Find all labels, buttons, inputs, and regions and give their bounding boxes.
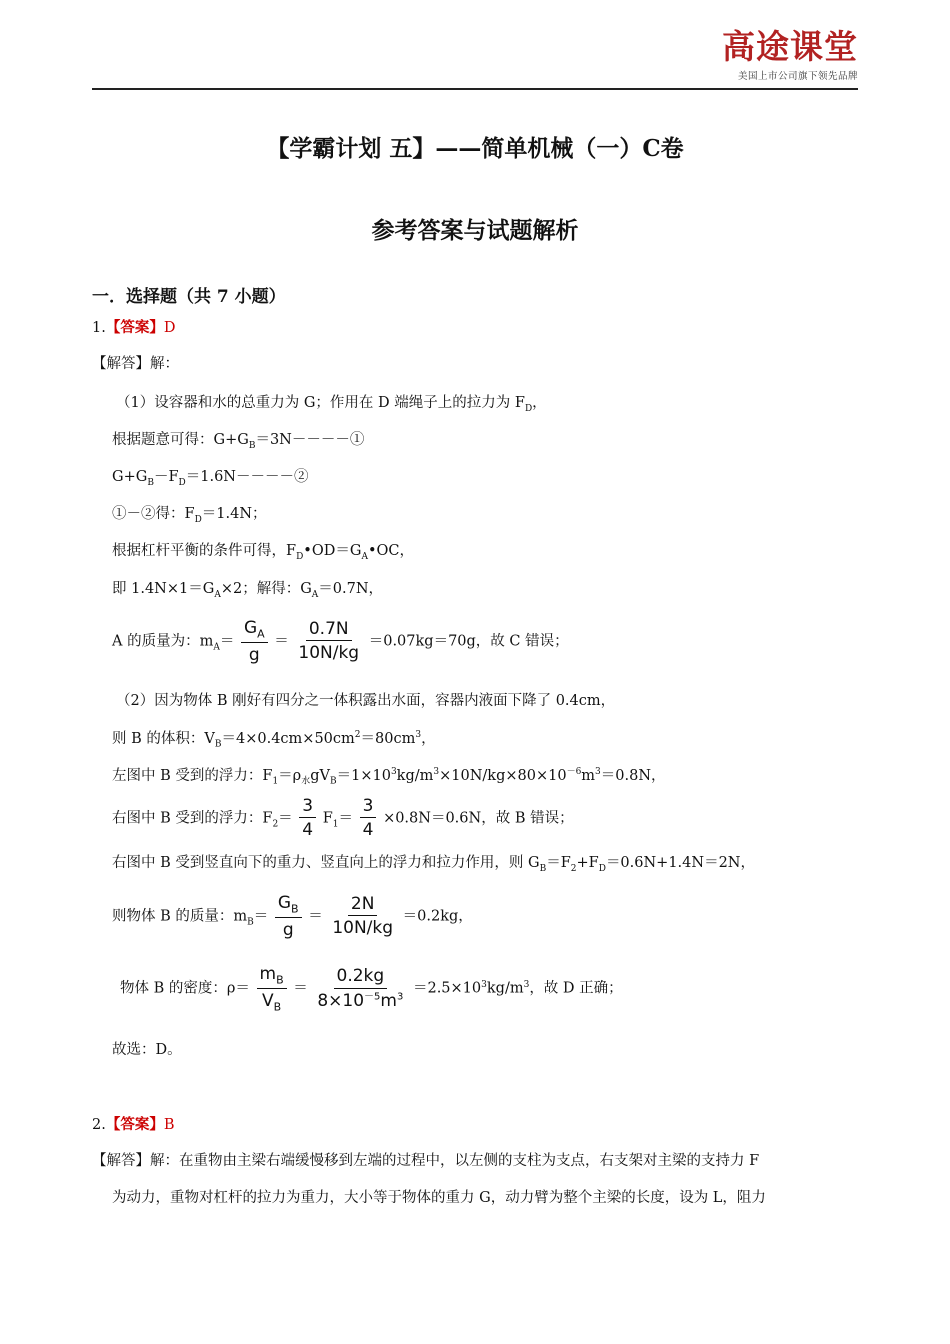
fraction-ga-over-g: $\frac{G_A}{g}$ <box>241 618 268 665</box>
q2-line-2: 为动力，重物对杠杆的拉力为重力，大小等于物体的重力 G，动力臂为整个主梁的长度，设为 L，阻力 <box>112 1190 766 1206</box>
q2-line-1: 【解答】解：在重物由主梁右端缓慢移到左端的过程中，以左侧的支柱为支点，右支架对主梁的支持力 F <box>92 1153 760 1169</box>
q1-answer <box>92 319 175 337</box>
brand-logo <box>722 27 858 82</box>
q1-line-5: 根据杠杆平衡的条件可得，$F_D•OD=G_A•OC$， <box>112 543 414 562</box>
fraction-mb-over-vb: $\frac{m_B}{V_B}$ <box>257 964 287 1013</box>
q1-jieda: 【解答】解： <box>92 356 179 372</box>
fraction-gb-over-g: $\frac{G_B}{g}$ <box>275 893 302 940</box>
page-subtitle: 参考答案与试题解析 <box>371 217 579 244</box>
fraction-07n-over-10nkg: $\frac{0.7N}{10N/kg}$ <box>298 619 360 664</box>
fraction-2n-over-10nkg: $\frac{2N}{10N/kg}$ <box>332 894 394 939</box>
q1-line-6: 即 $1.4N\times 1=G_A\times 2$；解得：$G_A=0.7N$， <box>112 581 384 600</box>
q1-answer-value: D <box>163 320 176 336</box>
q1-line-10: 左图中 B 受到的浮力：$F_1=\rho_水gV_B=1\times 10^3kg/m^3\times 10N/kg\times 80\times 10^{-6}m^3=0.8N$， <box>112 767 666 787</box>
q2-answer <box>92 1116 175 1134</box>
page-title: 【学霸计划 五】——简单机械（一）C卷 <box>266 135 684 162</box>
q2-answer-value: B <box>163 1117 175 1133</box>
q2-number: 2. <box>92 1117 106 1133</box>
q1-line-8: （2）因为物体 B 刚好有四分之一体积露出水面，容器内液面下降了 0.4cm， <box>116 693 616 709</box>
q1-line-13: 则物体 B 的质量：$m_B=$ $\frac{G_B}{g}$ ＝ $\frac{2N}{10N/kg}$ ＝0.2kg， <box>112 893 473 940</box>
q1-line-4: ①－②得：$F_D=1.4N$； <box>112 506 267 525</box>
q2-answer-label: 【答案】 <box>105 1116 164 1133</box>
fraction-3-over-4-b: $\frac{3}{4}$ <box>360 796 377 841</box>
logo-text: 高途课堂 <box>722 27 858 66</box>
q1-line-12: 右图中 B 受到竖直向下的重力、竖直向上的浮力和拉力作用，则 $G_B=F_2+F_D=0.6N+1.4N=2N$， <box>112 855 755 874</box>
section-heading: 一．选择题（共 7 小题） <box>92 287 286 307</box>
q1-line-3: $G+G_B-F_D=1.6N----②$ <box>112 469 309 488</box>
logo-tagline: 美国上市公司旗下领先品牌 <box>737 71 858 82</box>
q1-answer-label: 【答案】 <box>105 319 164 336</box>
q1-line-15: 故选：D。 <box>112 1042 182 1058</box>
q1-line-2: 根据题意可得：$G+G_B=3N----①$ <box>112 432 365 451</box>
fraction-3-over-4: $\frac{3}{4}$ <box>299 796 316 841</box>
fraction-02kg-over-volume: $\frac{0.2kg}{8\times 10^{-5}m^3}$ <box>317 966 404 1011</box>
q1-line-11: 右图中 B 受到的浮力：$F_2=$ $\frac{3}{4}$ $F_1=$ $\frac{3}{4}$ ×0.8N＝0.6N，故 B 错误； <box>112 796 574 841</box>
q1-line-14: 物体 B 的密度：ρ＝ $\frac{m_B}{V_B}$ ＝ $\frac{0.2kg}{8\times 10^{-5}m^3}$ $=2.5\times 10^3kg/m^3$，故 D 正确； <box>120 964 623 1013</box>
q1-line-9: 则 B 的体积：$V_B=4\times 0.4cm\times 50cm^2=80cm^3$， <box>112 730 436 750</box>
q1-line-1: （1）设容器和水的总重力为 G；作用在 D 端绳子上的拉力为 $F_D$， <box>116 395 547 414</box>
q1-number: 1. <box>92 320 106 336</box>
header-rule <box>92 88 858 90</box>
q1-line-7: A 的质量为：$m_A=$ $\frac{G_A}{g}$ ＝ $\frac{0.7N}{10N/kg}$ ＝0.07kg＝70g，故 C 错误； <box>112 618 569 665</box>
